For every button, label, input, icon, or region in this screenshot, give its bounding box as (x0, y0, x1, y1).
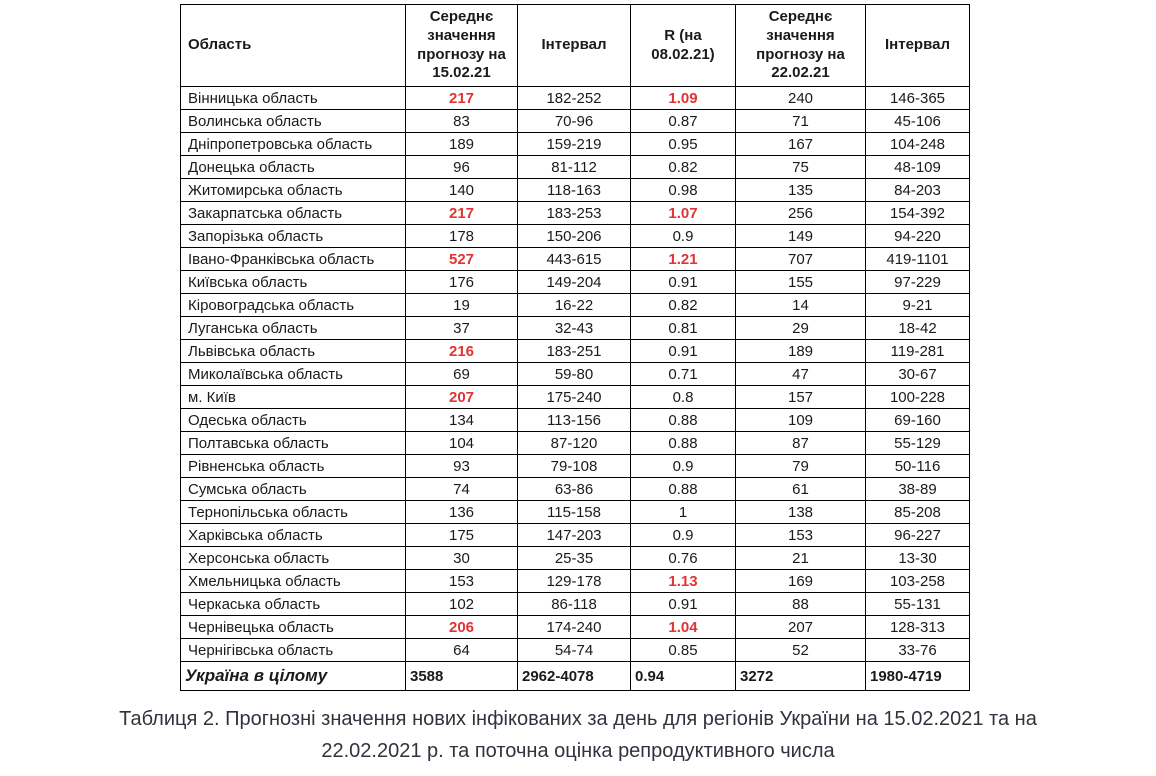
interval-15-cell: 182-252 (518, 87, 631, 110)
mean-15-cell: 37 (406, 317, 518, 340)
mean-15-cell: 217 (406, 202, 518, 225)
table-footer (181, 662, 970, 691)
region-cell: Івано-Франківська область (181, 248, 406, 271)
interval-22-cell: 96-227 (866, 524, 970, 547)
mean-22-cell: 79 (736, 455, 866, 478)
interval-15-cell: 54-74 (518, 639, 631, 662)
r-cell: 1.04 (631, 616, 736, 639)
mean-22-cell: 109 (736, 409, 866, 432)
table-row (181, 271, 970, 294)
table-row (181, 524, 970, 547)
mean-15-cell: 96 (406, 156, 518, 179)
mean-22-cell: 75 (736, 156, 866, 179)
region-cell: Львівська область (181, 340, 406, 363)
mean-15-cell: 189 (406, 133, 518, 156)
r-cell: 0.95 (631, 133, 736, 156)
mean-22-cell: 240 (736, 87, 866, 110)
mean-22-cell: 14 (736, 294, 866, 317)
r-cell: 0.91 (631, 340, 736, 363)
mean-15-cell: 136 (406, 501, 518, 524)
table-body (181, 87, 970, 662)
total-mean-22-cell: 3272 (736, 662, 866, 691)
region-cell: Житомирська область (181, 179, 406, 202)
interval-22-cell: 154-392 (866, 202, 970, 225)
mean-15-cell: 140 (406, 179, 518, 202)
r-cell: 0.82 (631, 156, 736, 179)
r-cell: 0.81 (631, 317, 736, 340)
mean-22-cell: 169 (736, 570, 866, 593)
header-row (181, 5, 970, 87)
region-cell: Київська область (181, 271, 406, 294)
mean-22-cell: 61 (736, 478, 866, 501)
table-caption (0, 703, 1156, 767)
total-interval-22-cell: 1980-4719 (866, 662, 970, 691)
interval-15-cell: 70-96 (518, 110, 631, 133)
interval-22-cell: 45-106 (866, 110, 970, 133)
r-cell: 1.21 (631, 248, 736, 271)
region-cell: Запорізька область (181, 225, 406, 248)
r-cell: 0.88 (631, 409, 736, 432)
region-cell: Луганська область (181, 317, 406, 340)
mean-15-cell: 217 (406, 87, 518, 110)
interval-22-cell: 48-109 (866, 156, 970, 179)
table-row (181, 179, 970, 202)
region-cell: Дніпропетровська область (181, 133, 406, 156)
table-row (181, 340, 970, 363)
region-cell: Кіровоградська область (181, 294, 406, 317)
interval-22-cell: 103-258 (866, 570, 970, 593)
interval-22-cell: 69-160 (866, 409, 970, 432)
interval-15-cell: 87-120 (518, 432, 631, 455)
region-cell: Херсонська область (181, 547, 406, 570)
interval-15-cell: 159-219 (518, 133, 631, 156)
region-cell: Черкаська область (181, 593, 406, 616)
header-mean-15: Середнє значення прогнозу на 15.02.21 (406, 5, 518, 87)
interval-15-cell: 149-204 (518, 271, 631, 294)
region-cell: Волинська область (181, 110, 406, 133)
r-cell: 1.13 (631, 570, 736, 593)
header-interval-15: Інтервал (518, 5, 631, 87)
mean-15-cell: 93 (406, 455, 518, 478)
region-cell: Сумська область (181, 478, 406, 501)
mean-15-cell: 527 (406, 248, 518, 271)
interval-15-cell: 32-43 (518, 317, 631, 340)
mean-15-cell: 102 (406, 593, 518, 616)
table-row (181, 225, 970, 248)
mean-22-cell: 256 (736, 202, 866, 225)
r-cell: 0.91 (631, 271, 736, 294)
region-cell: Чернігівська область (181, 639, 406, 662)
r-cell: 0.76 (631, 547, 736, 570)
interval-15-cell: 183-251 (518, 340, 631, 363)
mean-15-cell: 83 (406, 110, 518, 133)
region-cell: Чернівецька область (181, 616, 406, 639)
mean-22-cell: 157 (736, 386, 866, 409)
caption-line-2: 22.02.2021 р. та поточна оцінка репродуктивного числа (321, 740, 835, 762)
interval-22-cell: 50-116 (866, 455, 970, 478)
interval-22-cell: 94-220 (866, 225, 970, 248)
interval-15-cell: 86-118 (518, 593, 631, 616)
interval-22-cell: 100-228 (866, 386, 970, 409)
mean-15-cell: 30 (406, 547, 518, 570)
header-r: R (на 08.02.21) (631, 5, 736, 87)
mean-22-cell: 207 (736, 616, 866, 639)
r-cell: 0.9 (631, 524, 736, 547)
table-row (181, 409, 970, 432)
table-row (181, 432, 970, 455)
interval-15-cell: 16-22 (518, 294, 631, 317)
total-region-cell: Україна в цілому (181, 662, 406, 691)
mean-22-cell: 149 (736, 225, 866, 248)
region-cell: Одеська область (181, 409, 406, 432)
mean-15-cell: 153 (406, 570, 518, 593)
total-interval-15-cell: 2962-4078 (518, 662, 631, 691)
header-interval-22: Інтервал (866, 5, 970, 87)
table-row (181, 639, 970, 662)
interval-15-cell: 147-203 (518, 524, 631, 547)
mean-15-cell: 175 (406, 524, 518, 547)
table-row (181, 317, 970, 340)
interval-22-cell: 84-203 (866, 179, 970, 202)
table-row (181, 363, 970, 386)
caption-line-1: Таблиця 2. Прогнозні значення нових інфікованих за день для регіонів України на 15.02.2021 та на (119, 708, 1037, 730)
table-row (181, 455, 970, 478)
mean-15-cell: 207 (406, 386, 518, 409)
mean-15-cell: 104 (406, 432, 518, 455)
mean-15-cell: 216 (406, 340, 518, 363)
region-cell: Закарпатська область (181, 202, 406, 225)
interval-15-cell: 443-615 (518, 248, 631, 271)
mean-15-cell: 74 (406, 478, 518, 501)
r-cell: 0.87 (631, 110, 736, 133)
mean-15-cell: 134 (406, 409, 518, 432)
interval-15-cell: 59-80 (518, 363, 631, 386)
interval-22-cell: 419-1101 (866, 248, 970, 271)
r-cell: 0.9 (631, 225, 736, 248)
r-cell: 1.09 (631, 87, 736, 110)
interval-22-cell: 119-281 (866, 340, 970, 363)
header-region: Область (181, 5, 406, 87)
interval-22-cell: 146-365 (866, 87, 970, 110)
table-row (181, 202, 970, 225)
mean-22-cell: 167 (736, 133, 866, 156)
forecast-table (180, 4, 970, 691)
table-row (181, 133, 970, 156)
table-row (181, 386, 970, 409)
r-cell: 0.88 (631, 432, 736, 455)
interval-22-cell: 38-89 (866, 478, 970, 501)
interval-15-cell: 81-112 (518, 156, 631, 179)
interval-22-cell: 55-129 (866, 432, 970, 455)
table-row (181, 156, 970, 179)
r-cell: 0.9 (631, 455, 736, 478)
table-row (181, 593, 970, 616)
interval-15-cell: 129-178 (518, 570, 631, 593)
interval-15-cell: 118-163 (518, 179, 631, 202)
mean-15-cell: 64 (406, 639, 518, 662)
region-cell: Тернопільська область (181, 501, 406, 524)
mean-15-cell: 206 (406, 616, 518, 639)
interval-15-cell: 25-35 (518, 547, 631, 570)
table-row (181, 248, 970, 271)
interval-15-cell: 63-86 (518, 478, 631, 501)
region-cell: Хмельницька область (181, 570, 406, 593)
mean-22-cell: 707 (736, 248, 866, 271)
table-row (181, 110, 970, 133)
mean-22-cell: 52 (736, 639, 866, 662)
region-cell: Полтавська область (181, 432, 406, 455)
interval-15-cell: 183-253 (518, 202, 631, 225)
r-cell: 0.88 (631, 478, 736, 501)
r-cell: 1.07 (631, 202, 736, 225)
r-cell: 0.82 (631, 294, 736, 317)
mean-22-cell: 47 (736, 363, 866, 386)
region-cell: Харківська область (181, 524, 406, 547)
interval-15-cell: 113-156 (518, 409, 631, 432)
mean-22-cell: 71 (736, 110, 866, 133)
total-r-cell: 0.94 (631, 662, 736, 691)
table-row (181, 501, 970, 524)
interval-22-cell: 30-67 (866, 363, 970, 386)
r-cell: 1 (631, 501, 736, 524)
interval-22-cell: 13-30 (866, 547, 970, 570)
region-cell: м. Київ (181, 386, 406, 409)
interval-22-cell: 9-21 (866, 294, 970, 317)
table-row (181, 87, 970, 110)
mean-22-cell: 189 (736, 340, 866, 363)
r-cell: 0.85 (631, 639, 736, 662)
mean-22-cell: 135 (736, 179, 866, 202)
table-row (181, 570, 970, 593)
interval-22-cell: 55-131 (866, 593, 970, 616)
r-cell: 0.71 (631, 363, 736, 386)
table-header (181, 5, 970, 87)
interval-15-cell: 150-206 (518, 225, 631, 248)
mean-22-cell: 155 (736, 271, 866, 294)
mean-15-cell: 19 (406, 294, 518, 317)
region-cell: Миколаївська область (181, 363, 406, 386)
region-cell: Донецька область (181, 156, 406, 179)
region-cell: Рівненська область (181, 455, 406, 478)
region-cell: Вінницька область (181, 87, 406, 110)
r-cell: 0.91 (631, 593, 736, 616)
mean-22-cell: 21 (736, 547, 866, 570)
table-row (181, 478, 970, 501)
mean-22-cell: 138 (736, 501, 866, 524)
mean-15-cell: 178 (406, 225, 518, 248)
mean-15-cell: 69 (406, 363, 518, 386)
mean-22-cell: 29 (736, 317, 866, 340)
table-row (181, 547, 970, 570)
mean-22-cell: 87 (736, 432, 866, 455)
interval-22-cell: 104-248 (866, 133, 970, 156)
interval-22-cell: 85-208 (866, 501, 970, 524)
total-row (181, 662, 970, 691)
interval-22-cell: 33-76 (866, 639, 970, 662)
table-row (181, 616, 970, 639)
interval-22-cell: 97-229 (866, 271, 970, 294)
mean-15-cell: 176 (406, 271, 518, 294)
interval-15-cell: 115-158 (518, 501, 631, 524)
interval-15-cell: 174-240 (518, 616, 631, 639)
interval-22-cell: 128-313 (866, 616, 970, 639)
interval-15-cell: 79-108 (518, 455, 631, 478)
total-mean-15-cell: 3588 (406, 662, 518, 691)
r-cell: 0.8 (631, 386, 736, 409)
mean-22-cell: 88 (736, 593, 866, 616)
interval-22-cell: 18-42 (866, 317, 970, 340)
table-row (181, 294, 970, 317)
header-mean-22: Середнє значення прогнозу на 22.02.21 (736, 5, 866, 87)
interval-15-cell: 175-240 (518, 386, 631, 409)
mean-22-cell: 153 (736, 524, 866, 547)
r-cell: 0.98 (631, 179, 736, 202)
